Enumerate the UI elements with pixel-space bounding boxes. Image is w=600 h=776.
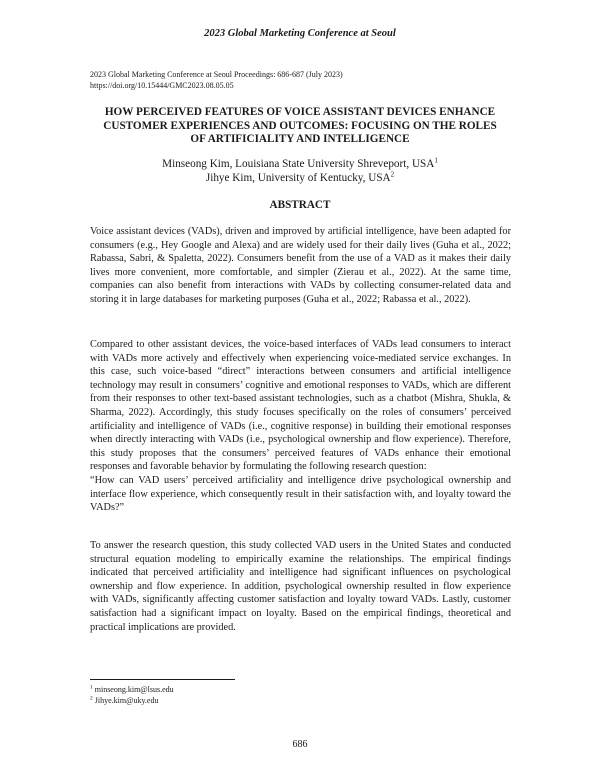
research-question: “How can VAD users’ perceived artificiality and intelligence drive psychological ownership and interface flow experience, which consequently result in their satisfaction with, and loyalty toward the VADs?”	[90, 474, 511, 514]
proceedings-citation: 2023 Global Marketing Conference at Seoul Proceedings: 686-687 (July 2023)	[90, 70, 343, 79]
footnote-marker: 1	[90, 684, 93, 691]
doi-link[interactable]: https://doi.org/10.15444/GMC2023.08.05.05	[90, 80, 234, 90]
footnotes	[90, 684, 390, 706]
author-line	[0, 157, 600, 171]
footnote-email[interactable]: minseong.kim@lsus.edu	[92, 685, 174, 694]
title-line: CUSTOMER EXPERIENCES AND OUTCOMES: FOCUSING ON THE ROLES	[103, 119, 497, 132]
title-line: HOW PERCEIVED FEATURES OF VOICE ASSISTANT DEVICES ENHANCE	[104, 106, 496, 118]
footnote	[90, 695, 390, 706]
page-number: 686	[292, 739, 308, 750]
paper-title	[70, 106, 530, 147]
footnote-marker: 1	[434, 156, 438, 165]
author-affiliation: Jihye Kim, University of Kentucky, USA	[205, 172, 391, 184]
running-header: 2023 Global Marketing Conference at Seoul	[204, 28, 396, 39]
abstract-paragraph	[90, 338, 511, 515]
abstract-heading: ABSTRACT	[269, 199, 331, 211]
footnote	[90, 684, 390, 695]
paragraph-text: Compared to other assistant devices, the voice-based interfaces of VADs lead consumers to interact with VADs more actively and effectively when experiencing voice-mediated service exchanges. In this case, such voice-based “direct” interactions between consumers and artificial intelligence technology may result in consumers’ cognitive and emotional responses to VADs, which are different from their responses to other text-based assistant technologies, such as a chatbot (Mishra, Shukla, & Sharma, 2022). Accordingly, this study focuses specifically on the roles of consumers’ perceived artificiality and intelligence of VADs (i.e., cognitive response) in building their emotional responses when directly interacting with VADs (i.e., psychological ownership and flow experience). Therefore, this study proposes that the consumers’ perceived features of VADs enhance their emotional responses and favorable behavior by formulating the following research question:	[90, 339, 511, 473]
paragraph-text: To answer the research question, this study collected VAD users in the United States and conducted structural equation modeling to empirically examine the relationships. The empirical findings indicated that perceived artificiality and intelligence had significant influences on psychological ownership and flow experience. In addition, psychological ownership resulted in flow experience with VADs, significantly affecting customer satisfaction and loyalty toward VADs. Lastly, customer satisfaction had a significant impact on loyalty. Based on the empirical findings, theoretical and practical implications are provided.	[90, 540, 511, 633]
title-line: OF ARTIFICIALITY AND INTELLIGENCE	[190, 133, 410, 145]
footnote-divider	[90, 679, 235, 680]
author-list	[0, 157, 600, 185]
proceedings-info	[90, 70, 510, 91]
paragraph-text: Voice assistant devices (VADs), driven and improved by artificial intelligence, have been adapted for consumers (e.g., Hey Google and Alexa) and are widely used for their daily lives (Guha et al., 2022; Rabassa, Sabri, & Spaletta, 2022). Consumers benefit from the use of a VAD as it makes their daily lives more convenient, more comfortable, and simpler (Zierau et al., 2022). At the same time, companies can also benefit from interactions with VADs by collecting consumer-related data and storing it in large databases for marketing purposes (Guha et al., 2022; Rabassa et al., 2022).	[90, 226, 511, 305]
footnote-marker: 2	[90, 695, 93, 702]
abstract-paragraph	[90, 539, 511, 634]
abstract-paragraph	[90, 225, 511, 307]
footnote-email[interactable]: Jihye.kim@uky.edu	[92, 696, 159, 705]
footnote-marker: 2	[390, 170, 395, 179]
author-affiliation: Minseong Kim, Louisiana State University Shreveport, USA	[162, 158, 435, 170]
author-line	[0, 171, 600, 185]
